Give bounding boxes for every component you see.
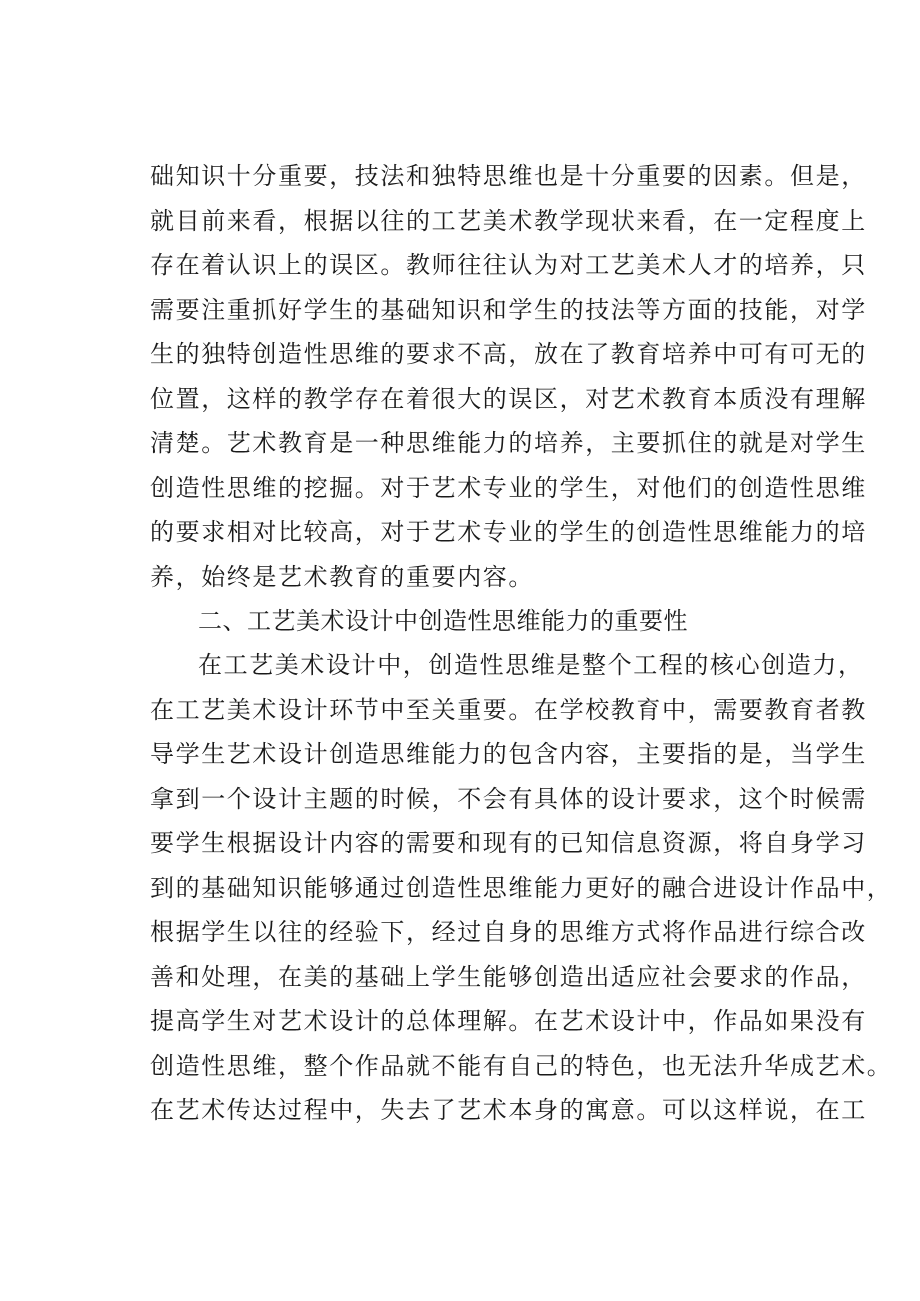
paragraph-2 xyxy=(150,643,893,1133)
text-line: 位置，这样的教学存在着很大的误区，对艺术教育本质没有理解 xyxy=(150,384,867,413)
text-line: 要学生根据设计内容的需要和现有的已知信息资源，将自身学习 xyxy=(150,829,867,857)
text-line: 导学生艺术设计创造思维能力的包含内容，主要指的是，当学生 xyxy=(150,740,867,768)
section-heading-block xyxy=(150,599,810,644)
text-line: 善和处理，在美的基础上学生能够创造出适应社会要求的作品， xyxy=(150,962,867,991)
section-heading: 二、工艺美术设计中创造性思维能力的重要性 xyxy=(198,607,688,635)
text-line: 在工艺美术设计环节中至关重要。在学校教育中，需要教育者教 xyxy=(150,695,867,724)
text-line: 到的基础知识能够通过创造性思维能力更好的融合进设计作品中， xyxy=(150,873,893,902)
text-line: 生的独特创造性思维的要求不高，放在了教育培养中可有可无的 xyxy=(150,340,867,368)
text-line: 在艺术传达过程中，失去了艺术本身的寓意。可以这样说，在工 xyxy=(150,1096,867,1124)
text-line: 提高学生对艺术设计的总体理解。在艺术设计中，作品如果没有 xyxy=(150,1007,867,1035)
text-line: 根据学生以往的经验下，经过自身的思维方式将作品进行综合改 xyxy=(150,918,867,946)
text-line: 拿到一个设计主题的时候，不会有具体的设计要求，这个时候需 xyxy=(150,784,867,813)
text-line: 需要注重抓好学生的基础知识和学生的技法等方面的技能，对学 xyxy=(150,295,867,324)
text-line: 存在着认识上的误区。教师往往认为对工艺美术人才的培养，只 xyxy=(150,251,867,279)
text-line: 养，始终是艺术教育的重要内容。 xyxy=(150,562,534,591)
paragraph-1 xyxy=(150,154,867,599)
text-line: 创造性思维，整个作品就不能有自己的特色，也无法升华成艺术。 xyxy=(150,1051,893,1080)
text-line: 在工艺美术设计中，创造性思维是整个工程的核心创造力， xyxy=(198,651,864,679)
text-line: 清楚。艺术教育是一种思维能力的培养，主要抓住的就是对学生 xyxy=(150,429,867,457)
text-line: 础知识十分重要，技法和独特思维也是十分重要的因素。但是， xyxy=(150,162,867,190)
text-line: 就目前来看，根据以往的工艺美术教学现状来看，在一定程度上 xyxy=(150,206,867,235)
text-line: 的要求相对比较高，对于艺术专业的学生的创造性思维能力的培 xyxy=(150,518,867,546)
text-line: 创造性思维的挖掘。对于艺术专业的学生，对他们的创造性思维 xyxy=(150,473,867,502)
